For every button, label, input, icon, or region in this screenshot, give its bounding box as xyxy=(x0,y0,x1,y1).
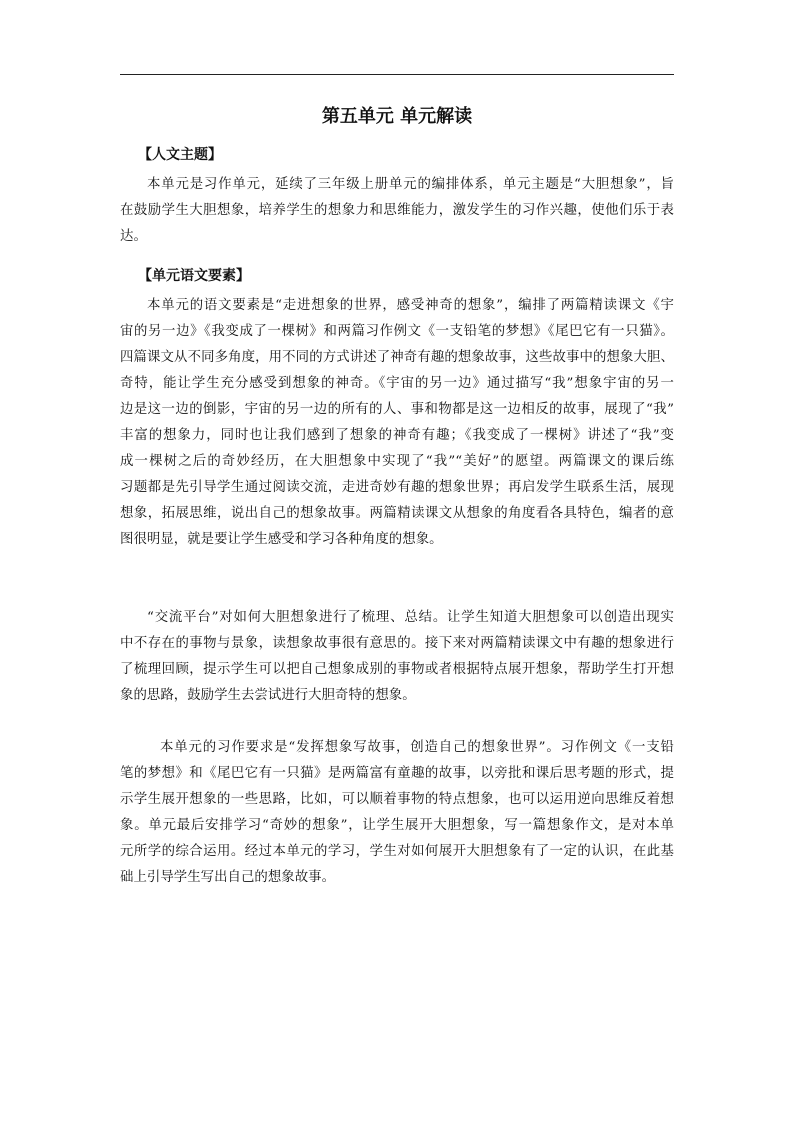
section-heading-theme: 【人文主题】 xyxy=(138,147,222,163)
text-line: 四篇课文从不同多角度，用不同的方式讲述了神奇有趣的想象故事，这些故事中的想象大胆、 xyxy=(120,350,674,365)
text-line: “交流平台”对如何大胆想象进行了梳理、总结。让学生知道大胆想象可以创造出现实 xyxy=(147,610,674,625)
paragraph-elements-3 xyxy=(120,735,674,891)
text-line: 本单元是习作单元，延续了三年级上册单元的编排体系，单元主题是“大胆想象”，旨 xyxy=(147,177,674,192)
text-line: 象。单元最后安排学习“奇妙的想象”，让学生展开大胆想象，写一篇想象作文，是对本单 xyxy=(120,818,674,833)
text-line: 中不存在的事物与景象，读想象故事很有意思的。接下来对两篇精读课文中有趣的想象进行 xyxy=(120,636,674,651)
text-line: 达。 xyxy=(120,229,147,244)
text-line: 示学生展开想象的一些思路，比如，可以顺着事物的特点想象，也可以运用逆向思维反着想 xyxy=(120,792,674,807)
text-line: 了梳理回顾，提示学生可以把自己想象成别的事物或者根据特点展开想象，帮助学生打开想 xyxy=(120,662,674,677)
text-line: 习题都是先引导学生通过阅读交流，走进奇妙有趣的想象世界；再启发学生联系生活，展现 xyxy=(120,480,674,495)
text-line: 础上引导学生写出自己的想象故事。 xyxy=(120,870,336,885)
paragraph-elements-2 xyxy=(120,605,674,709)
text-line: 丰富的想象力，同时也让我们感到了想象的神奇有趣；《我变成了一棵树》讲述了“我”变 xyxy=(120,428,674,443)
text-line: 图很明显，就是要让学生感受和学习各种角度的想象。 xyxy=(120,532,443,547)
section-heading-elements: 【单元语文要素】 xyxy=(138,268,250,284)
text-line: 成一棵树之后的奇妙经历，在大胆想象中实现了“我”“美好”的愿望。两篇课文的课后练 xyxy=(120,454,674,469)
text-line: 元所学的综合运用。经过本单元的学习，学生对如何展开大胆想象有了一定的认识，在此基 xyxy=(120,844,674,859)
text-line: 宙的另一边》《我变成了一棵树》和两篇习作例文《一支铅笔的梦想》《尾巴它有一只猫》。 xyxy=(120,324,674,339)
text-line: 本单元的语文要素是“走进想象的世界，感受神奇的想象”，编排了两篇精读课文《宇 xyxy=(147,298,674,313)
text-line: 象的思路，鼓励学生去尝试进行大胆奇特的想象。 xyxy=(120,688,416,703)
document-page xyxy=(120,0,674,1123)
page-title: 第五单元 单元解读 xyxy=(321,106,473,127)
text-line: 笔的梦想》和《尾巴它有一只猫》是两篇富有童趣的故事，以旁批和课后思考题的形式，提 xyxy=(120,766,674,781)
text-line: 本单元的习作要求是“发挥想象写故事，创造自己的想象世界”。习作例文《一支铅 xyxy=(160,740,674,755)
header-rule xyxy=(120,74,674,75)
text-line: 奇特，能让学生充分感受到想象的神奇。《宇宙的另一边》通过描写“我”想象宇宙的另一 xyxy=(120,376,674,391)
text-line: 边是这一边的倒影，宇宙的另一边的所有的人、事和物都是这一边相反的故事，展现了“我” xyxy=(120,402,674,417)
text-line: 在鼓励学生大胆想象，培养学生的想象力和思维能力，激发学生的习作兴趣，使他们乐于表 xyxy=(120,203,674,218)
paragraph-theme xyxy=(120,172,674,250)
paragraph-elements-1 xyxy=(120,293,674,553)
text-line: 想象，拓展思维，说出自己的想象故事。两篇精读课文从想象的角度看各具特色，编者的意 xyxy=(120,506,674,521)
